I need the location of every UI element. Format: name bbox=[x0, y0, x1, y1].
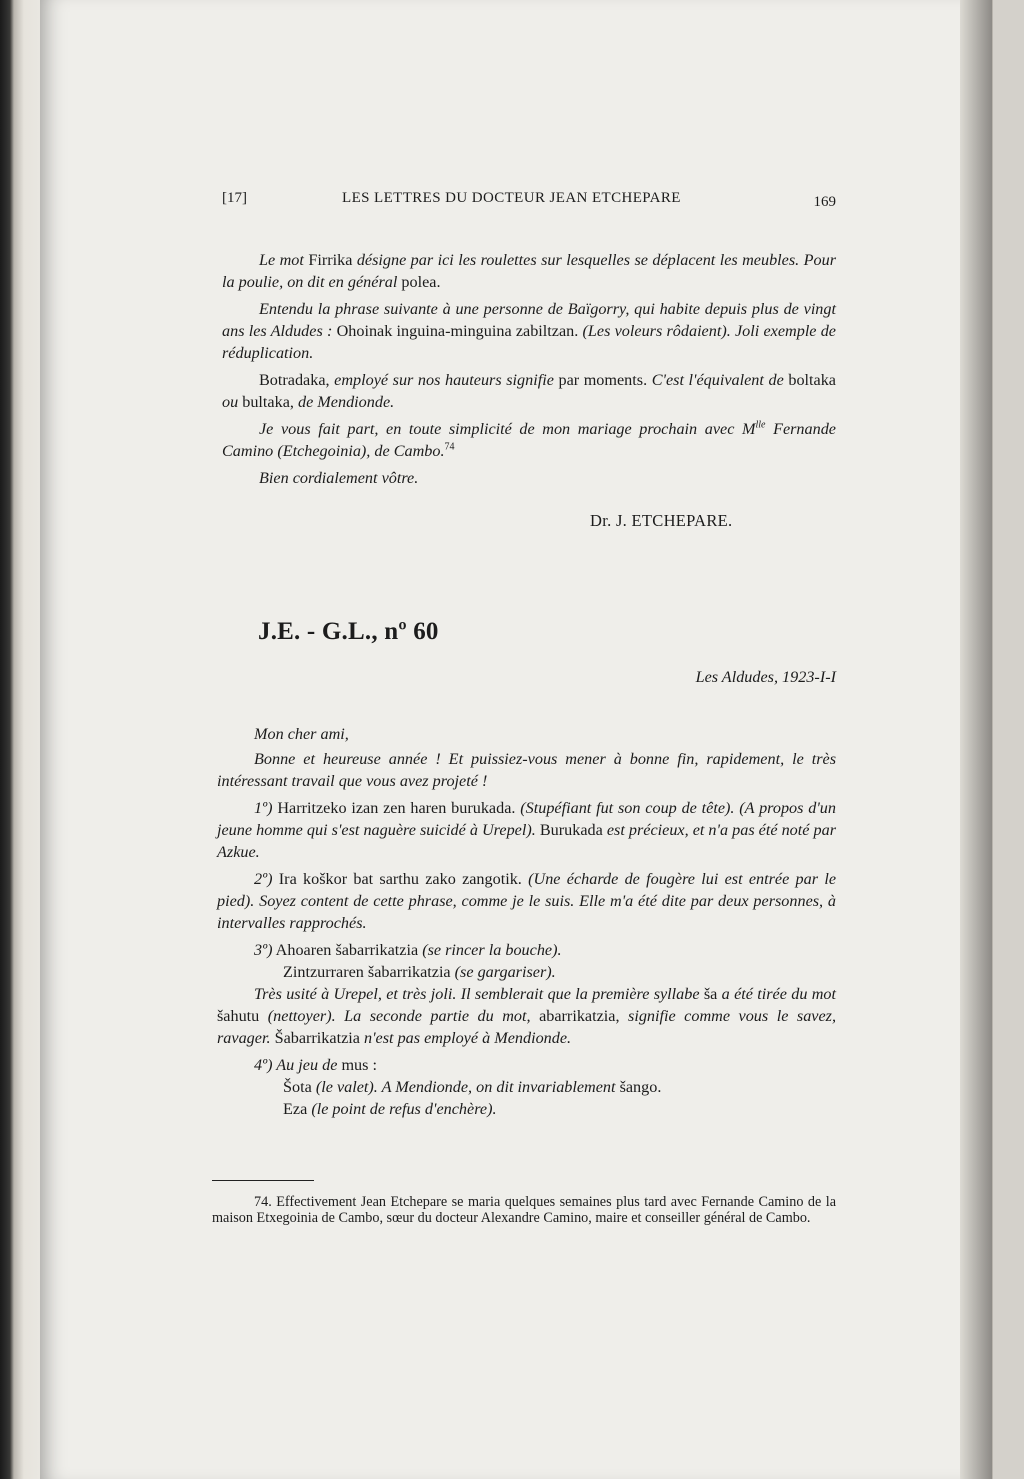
closing-line: Bien cordialement vôtre. bbox=[259, 469, 419, 487]
section-number: [17] bbox=[222, 190, 247, 206]
paragraph: Botradaka, employé sur nos hauteurs signifie par moments. C'est l'équivalent de boltaka ou bultaka, de Mendionde. bbox=[222, 371, 836, 411]
list-item: 2º) Ira koškor bat sarthu zako zangotik. (Une écharde de fougère lui est entrée par le pied). Soyez content de cette phrase, comme je le suis. Elle m'a été dite par deux personnes, à intervalles rapprochés. bbox=[217, 870, 836, 932]
running-head bbox=[222, 190, 836, 214]
paragraph: Le mot Firrika désigne par ici les roulettes sur lesquelles se déplacent les meubles. Pour la poulie, on dit en général polea. bbox=[222, 251, 837, 291]
page-edge-shadow bbox=[960, 0, 992, 1479]
letter-heading: J.E. - G.L., nº 60 bbox=[258, 618, 439, 645]
page-number: 169 bbox=[813, 194, 836, 210]
letter-2-body bbox=[217, 723, 836, 1120]
list-item: 4º) Au jeu de mus : bbox=[254, 1056, 377, 1074]
list-item-continuation: Eza (le point de refus d'enchère). bbox=[283, 1100, 497, 1118]
paragraph: Entendu la phrase suivante à une personne de Baïgorry, qui habite depuis plus de vingt ans les Aldudes : Ohoinak inguina-minguina zabiltzan. (Les voleurs rôdaient). Joli exemple de réduplication. bbox=[222, 300, 836, 362]
footnote-text: Effectivement Jean Etchepare se maria quelques semaines plus tard avec Fernande Camino de la maison Etxegoinia de Cambo, sœur du docteur Alexandre Camino, maire et conseiller général de Cambo. bbox=[212, 1194, 836, 1226]
paragraph: Je vous fait part, en toute simplicité de mon mariage prochain avec $M^{lle}$ Fernande Camino (Etchegoinia), de Cambo.$^{74}$ bbox=[222, 419, 836, 460]
list-item-continuation: Šota (le valet). A Mendionde, on dit invariablement šango. bbox=[283, 1078, 662, 1096]
list-item: 1º) Harritzeko izan zen haren burukada. (Stupéfiant fut son coup de tête). (A propos d'un jeune homme qui s'est naguère suicidé à Urepel). Burukada est précieux, et n'a pas été noté par Azkue. bbox=[217, 799, 836, 861]
paragraph: Bonne et heureuse année ! Et puissiez-vous mener à bonne fin, rapidement, le très intéressant travail que vous avez projeté ! bbox=[217, 750, 836, 790]
paragraph: Très usité à Urepel, et très joli. Il semblerait que la première syllabe ša a été tirée du mot šahutu (nettoyer). La seconde partie du mot, abarrikatzia, signifie comme vous le savez, ravager. Šabarrikatzia n'est pas employé à Mendionde. bbox=[217, 985, 837, 1047]
dateline: Les Aldudes, 1923-I-I bbox=[695, 668, 836, 686]
list-item: 3º) Ahoaren šabarrikatzia (se rincer la bouche). bbox=[254, 941, 562, 959]
footnote bbox=[212, 1194, 836, 1226]
letter-1-body bbox=[222, 249, 836, 494]
footnote-ref: 74 bbox=[444, 441, 455, 453]
footnote-number: 74. bbox=[254, 1194, 272, 1210]
list-item-continuation: Zintzurraren šabarrikatzia (se gargariser). bbox=[283, 963, 556, 981]
running-title: LES LETTRES DU DOCTEUR JEAN ETCHEPARE bbox=[342, 190, 681, 206]
salutation: Mon cher ami, bbox=[254, 725, 349, 743]
signature: Dr. J. ETCHEPARE. bbox=[590, 511, 733, 530]
footnote-rule bbox=[212, 1180, 314, 1181]
